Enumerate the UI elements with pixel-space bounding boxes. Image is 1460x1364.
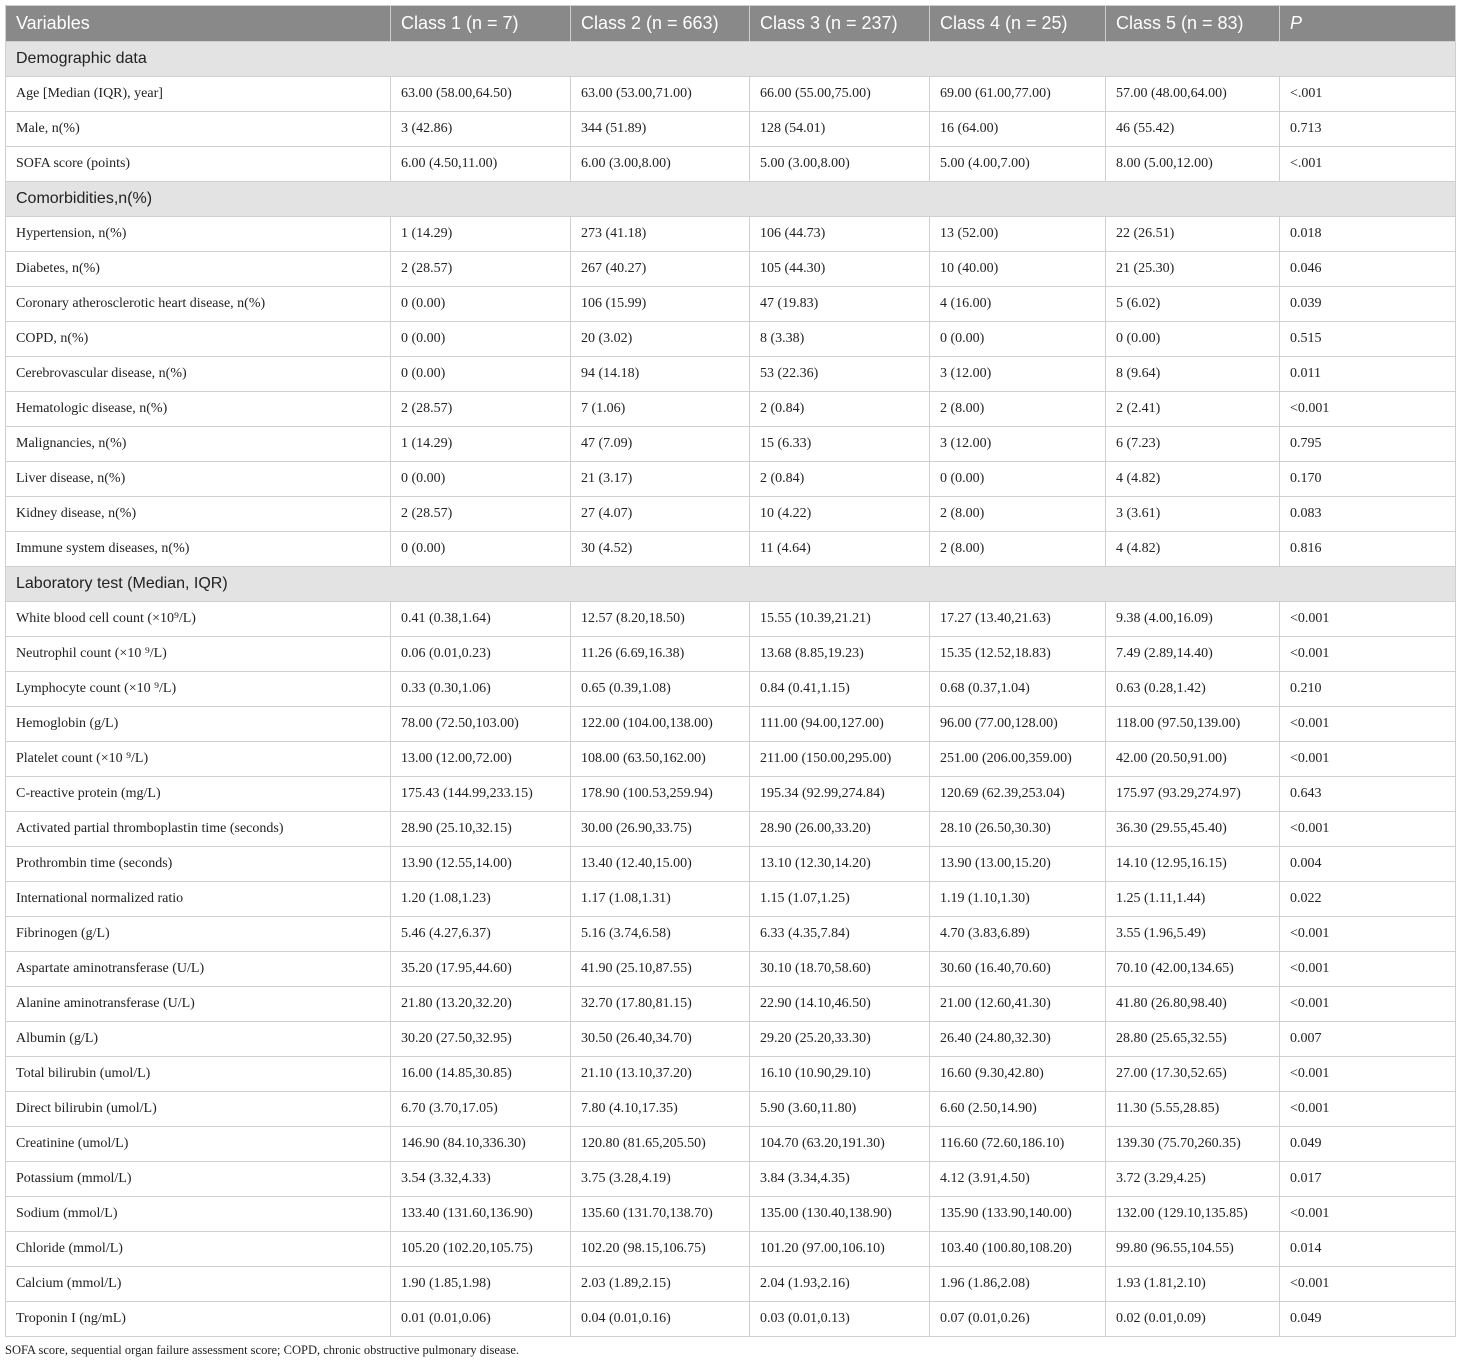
class-value-cell: 4 (4.82): [1106, 462, 1280, 497]
table-row: [6, 707, 1456, 742]
class-value-cell: 41.90 (25.10,87.55): [571, 952, 750, 987]
class-value-cell: 5.90 (3.60,11.80): [750, 1092, 930, 1127]
p-value-cell: <0.001: [1280, 707, 1456, 742]
variable-name-cell: Cerebrovascular disease, n(%): [6, 357, 391, 392]
variable-name-cell: Calcium (mmol/L): [6, 1267, 391, 1302]
class-value-cell: 0 (0.00): [930, 462, 1106, 497]
class-value-cell: 1.93 (1.81,2.10): [1106, 1267, 1280, 1302]
class-value-cell: 16.60 (9.30,42.80): [930, 1057, 1106, 1092]
table-row: [6, 392, 1456, 427]
class-value-cell: 1.19 (1.10,1.30): [930, 882, 1106, 917]
class-value-cell: 32.70 (17.80,81.15): [571, 987, 750, 1022]
class-value-cell: 4.12 (3.91,4.50): [930, 1162, 1106, 1197]
class-value-cell: 0.03 (0.01,0.13): [750, 1302, 930, 1337]
header-cell-variables: Variables: [6, 6, 391, 42]
p-value-cell: <.001: [1280, 77, 1456, 112]
class-value-cell: 2 (28.57): [391, 252, 571, 287]
class-value-cell: 29.20 (25.20,33.30): [750, 1022, 930, 1057]
p-value-cell: 0.046: [1280, 252, 1456, 287]
class-value-cell: 57.00 (48.00,64.00): [1106, 77, 1280, 112]
p-value-cell: 0.515: [1280, 322, 1456, 357]
class-value-cell: 1.90 (1.85,1.98): [391, 1267, 571, 1302]
class-value-cell: 0.07 (0.01,0.26): [930, 1302, 1106, 1337]
p-value-cell: 0.011: [1280, 357, 1456, 392]
variable-name-cell: SOFA score (points): [6, 147, 391, 182]
table-row: [6, 1057, 1456, 1092]
class-value-cell: 1.96 (1.86,2.08): [930, 1267, 1106, 1302]
class-value-cell: 16.10 (10.90,29.10): [750, 1057, 930, 1092]
p-value-cell: <.001: [1280, 147, 1456, 182]
class-value-cell: 20 (3.02): [571, 322, 750, 357]
class-value-cell: 4 (4.82): [1106, 532, 1280, 567]
class-value-cell: 2 (28.57): [391, 392, 571, 427]
class-value-cell: 251.00 (206.00,359.00): [930, 742, 1106, 777]
class-value-cell: 15.35 (12.52,18.83): [930, 637, 1106, 672]
class-value-cell: 8 (9.64): [1106, 357, 1280, 392]
class-value-cell: 0 (0.00): [391, 322, 571, 357]
class-value-cell: 16.00 (14.85,30.85): [391, 1057, 571, 1092]
class-value-cell: 111.00 (94.00,127.00): [750, 707, 930, 742]
class-value-cell: 1.17 (1.08,1.31): [571, 882, 750, 917]
class-value-cell: 13.68 (8.85,19.23): [750, 637, 930, 672]
class-value-cell: 30.20 (27.50,32.95): [391, 1022, 571, 1057]
class-value-cell: 22.90 (14.10,46.50): [750, 987, 930, 1022]
variable-name-cell: Neutrophil count (×10 ⁹/L): [6, 637, 391, 672]
p-value-cell: 0.049: [1280, 1127, 1456, 1162]
class-value-cell: 63.00 (58.00,64.50): [391, 77, 571, 112]
class-value-cell: 36.30 (29.55,45.40): [1106, 812, 1280, 847]
class-value-cell: 106 (15.99): [571, 287, 750, 322]
class-value-cell: 0 (0.00): [930, 322, 1106, 357]
class-value-cell: 0.63 (0.28,1.42): [1106, 672, 1280, 707]
class-value-cell: 0 (0.00): [391, 357, 571, 392]
class-value-cell: 21.00 (12.60,41.30): [930, 987, 1106, 1022]
class-value-cell: 66.00 (55.00,75.00): [750, 77, 930, 112]
class-value-cell: 1 (14.29): [391, 217, 571, 252]
class-value-cell: 3 (3.61): [1106, 497, 1280, 532]
header-cell-class-5: Class 5 (n = 83): [1106, 6, 1280, 42]
class-value-cell: 4 (16.00): [930, 287, 1106, 322]
class-value-cell: 5.00 (3.00,8.00): [750, 147, 930, 182]
class-value-cell: 26.40 (24.80,32.30): [930, 1022, 1106, 1057]
class-value-cell: 10 (4.22): [750, 497, 930, 532]
class-value-cell: 6 (7.23): [1106, 427, 1280, 462]
class-value-cell: 11.26 (6.69,16.38): [571, 637, 750, 672]
class-value-cell: 120.69 (62.39,253.04): [930, 777, 1106, 812]
table-header: [6, 6, 1456, 42]
class-value-cell: 30.10 (18.70,58.60): [750, 952, 930, 987]
p-value-cell: <0.001: [1280, 917, 1456, 952]
table-body: [6, 42, 1456, 1337]
class-value-cell: 28.10 (26.50,30.30): [930, 812, 1106, 847]
variable-name-cell: Coronary atherosclerotic heart disease, n(%): [6, 287, 391, 322]
variable-name-cell: C-reactive protein (mg/L): [6, 777, 391, 812]
class-value-cell: 146.90 (84.10,336.30): [391, 1127, 571, 1162]
class-value-cell: 0.65 (0.39,1.08): [571, 672, 750, 707]
variable-name-cell: Fibrinogen (g/L): [6, 917, 391, 952]
class-value-cell: 0.01 (0.01,0.06): [391, 1302, 571, 1337]
class-value-cell: 104.70 (63.20,191.30): [750, 1127, 930, 1162]
class-value-cell: 13.10 (12.30,14.20): [750, 847, 930, 882]
class-value-cell: 5.00 (4.00,7.00): [930, 147, 1106, 182]
class-value-cell: 10 (40.00): [930, 252, 1106, 287]
class-value-cell: 120.80 (81.65,205.50): [571, 1127, 750, 1162]
table-footnote: SOFA score, sequential organ failure assessment score; COPD, chronic obstructive pulmonary disease.: [5, 1343, 520, 1357]
table-row: [6, 987, 1456, 1022]
p-value-cell: 0.022: [1280, 882, 1456, 917]
class-value-cell: 2 (8.00): [930, 532, 1106, 567]
p-value-cell: 0.083: [1280, 497, 1456, 532]
class-value-cell: 47 (19.83): [750, 287, 930, 322]
p-value-cell: <0.001: [1280, 392, 1456, 427]
class-value-cell: 0.33 (0.30,1.06): [391, 672, 571, 707]
p-value-cell: 0.713: [1280, 112, 1456, 147]
table-row: [6, 112, 1456, 147]
variable-name-cell: Lymphocyte count (×10 ⁹/L): [6, 672, 391, 707]
table-row: [6, 847, 1456, 882]
class-value-cell: 195.34 (92.99,274.84): [750, 777, 930, 812]
class-value-cell: 78.00 (72.50,103.00): [391, 707, 571, 742]
class-value-cell: 2 (8.00): [930, 497, 1106, 532]
variable-name-cell: Creatinine (umol/L): [6, 1127, 391, 1162]
class-value-cell: 135.90 (133.90,140.00): [930, 1197, 1106, 1232]
class-value-cell: 3 (42.86): [391, 112, 571, 147]
class-value-cell: 2 (8.00): [930, 392, 1106, 427]
table-row: [6, 952, 1456, 987]
table-row: [6, 777, 1456, 812]
variable-name-cell: Hematologic disease, n(%): [6, 392, 391, 427]
class-value-cell: 106 (44.73): [750, 217, 930, 252]
class-value-cell: 30.00 (26.90,33.75): [571, 812, 750, 847]
table-row: [6, 882, 1456, 917]
variable-name-cell: Albumin (g/L): [6, 1022, 391, 1057]
class-value-cell: 139.30 (75.70,260.35): [1106, 1127, 1280, 1162]
variable-name-cell: Prothrombin time (seconds): [6, 847, 391, 882]
table-row: [6, 1267, 1456, 1302]
class-value-cell: 11.30 (5.55,28.85): [1106, 1092, 1280, 1127]
class-value-cell: 0.68 (0.37,1.04): [930, 672, 1106, 707]
class-value-cell: 2.03 (1.89,2.15): [571, 1267, 750, 1302]
class-value-cell: 13.40 (12.40,15.00): [571, 847, 750, 882]
data-table-container: [5, 5, 1455, 1337]
table-row: [6, 77, 1456, 112]
p-value-cell: <0.001: [1280, 637, 1456, 672]
variable-name-cell: Total bilirubin (umol/L): [6, 1057, 391, 1092]
class-value-cell: 13 (52.00): [930, 217, 1106, 252]
table-row: [6, 252, 1456, 287]
class-value-cell: 96.00 (77.00,128.00): [930, 707, 1106, 742]
class-value-cell: 70.10 (42.00,134.65): [1106, 952, 1280, 987]
class-value-cell: 3 (12.00): [930, 357, 1106, 392]
table-row: [6, 1022, 1456, 1057]
class-value-cell: 102.20 (98.15,106.75): [571, 1232, 750, 1267]
table-row: [6, 672, 1456, 707]
class-value-cell: 1.25 (1.11,1.44): [1106, 882, 1280, 917]
class-value-cell: 175.43 (144.99,233.15): [391, 777, 571, 812]
p-value-cell: 0.049: [1280, 1302, 1456, 1337]
table-row: [6, 462, 1456, 497]
variable-name-cell: International normalized ratio: [6, 882, 391, 917]
p-value-cell: <0.001: [1280, 952, 1456, 987]
variable-name-cell: Age [Median (IQR), year]: [6, 77, 391, 112]
class-value-cell: 3.55 (1.96,5.49): [1106, 917, 1280, 952]
class-value-cell: 2 (0.84): [750, 392, 930, 427]
p-value-cell: <0.001: [1280, 1267, 1456, 1302]
p-value-cell: <0.001: [1280, 1197, 1456, 1232]
class-value-cell: 21 (25.30): [1106, 252, 1280, 287]
header-cell-class-2: Class 2 (n = 663): [571, 6, 750, 42]
variable-name-cell: Chloride (mmol/L): [6, 1232, 391, 1267]
class-value-cell: 0.41 (0.38,1.64): [391, 602, 571, 637]
class-value-cell: 175.97 (93.29,274.97): [1106, 777, 1280, 812]
class-value-cell: 69.00 (61.00,77.00): [930, 77, 1106, 112]
variable-name-cell: Direct bilirubin (umol/L): [6, 1092, 391, 1127]
class-value-cell: 0 (0.00): [1106, 322, 1280, 357]
table-row: [6, 742, 1456, 777]
variable-name-cell: Hypertension, n(%): [6, 217, 391, 252]
p-value-cell: <0.001: [1280, 1092, 1456, 1127]
class-value-cell: 344 (51.89): [571, 112, 750, 147]
class-value-cell: 13.00 (12.00,72.00): [391, 742, 571, 777]
class-value-cell: 6.00 (3.00,8.00): [571, 147, 750, 182]
variable-name-cell: Sodium (mmol/L): [6, 1197, 391, 1232]
class-value-cell: 21.10 (13.10,37.20): [571, 1057, 750, 1092]
p-value-cell: <0.001: [1280, 987, 1456, 1022]
class-value-cell: 128 (54.01): [750, 112, 930, 147]
header-row: [6, 6, 1456, 42]
class-value-cell: 0.06 (0.01,0.23): [391, 637, 571, 672]
header-cell-p-value: P: [1280, 6, 1456, 42]
class-value-cell: 116.60 (72.60,186.10): [930, 1127, 1106, 1162]
variable-name-cell: Potassium (mmol/L): [6, 1162, 391, 1197]
variable-name-cell: Kidney disease, n(%): [6, 497, 391, 532]
table-row: [6, 497, 1456, 532]
class-value-cell: 21.80 (13.20,32.20): [391, 987, 571, 1022]
class-value-cell: 14.10 (12.95,16.15): [1106, 847, 1280, 882]
class-value-cell: 28.90 (25.10,32.15): [391, 812, 571, 847]
class-value-cell: 273 (41.18): [571, 217, 750, 252]
class-value-cell: 94 (14.18): [571, 357, 750, 392]
class-value-cell: 211.00 (150.00,295.00): [750, 742, 930, 777]
p-value-cell: 0.210: [1280, 672, 1456, 707]
class-value-cell: 105 (44.30): [750, 252, 930, 287]
table-row: [6, 812, 1456, 847]
p-value-cell: 0.170: [1280, 462, 1456, 497]
class-value-cell: 6.00 (4.50,11.00): [391, 147, 571, 182]
header-cell-class-1: Class 1 (n = 7): [391, 6, 571, 42]
class-value-cell: 12.57 (8.20,18.50): [571, 602, 750, 637]
class-value-cell: 0 (0.00): [391, 532, 571, 567]
table-row: [6, 147, 1456, 182]
p-value-cell: 0.816: [1280, 532, 1456, 567]
class-value-cell: 3.54 (3.32,4.33): [391, 1162, 571, 1197]
class-value-cell: 3.84 (3.34,4.35): [750, 1162, 930, 1197]
class-value-cell: 2 (0.84): [750, 462, 930, 497]
class-value-cell: 6.60 (2.50,14.90): [930, 1092, 1106, 1127]
class-value-cell: 27.00 (17.30,52.65): [1106, 1057, 1280, 1092]
class-value-cell: 47 (7.09): [571, 427, 750, 462]
class-value-cell: 7.80 (4.10,17.35): [571, 1092, 750, 1127]
p-value-cell: 0.795: [1280, 427, 1456, 462]
class-value-cell: 3 (12.00): [930, 427, 1106, 462]
class-value-cell: 42.00 (20.50,91.00): [1106, 742, 1280, 777]
variable-name-cell: Hemoglobin (g/L): [6, 707, 391, 742]
class-value-cell: 1.15 (1.07,1.25): [750, 882, 930, 917]
class-value-cell: 63.00 (53.00,71.00): [571, 77, 750, 112]
class-value-cell: 135.60 (131.70,138.70): [571, 1197, 750, 1232]
class-value-cell: 122.00 (104.00,138.00): [571, 707, 750, 742]
class-value-cell: 22 (26.51): [1106, 217, 1280, 252]
class-value-cell: 5.16 (3.74,6.58): [571, 917, 750, 952]
table-row: [6, 1302, 1456, 1337]
table-row: [6, 217, 1456, 252]
class-value-cell: 11 (4.64): [750, 532, 930, 567]
class-value-cell: 30.50 (26.40,34.70): [571, 1022, 750, 1057]
p-value-cell: <0.001: [1280, 1057, 1456, 1092]
table-row: [6, 427, 1456, 462]
class-value-cell: 101.20 (97.00,106.10): [750, 1232, 930, 1267]
class-value-cell: 4.70 (3.83,6.89): [930, 917, 1106, 952]
table-row: [6, 322, 1456, 357]
variable-name-cell: COPD, n(%): [6, 322, 391, 357]
variable-name-cell: Diabetes, n(%): [6, 252, 391, 287]
section-title: Demographic data: [6, 42, 1456, 77]
p-value-cell: 0.014: [1280, 1232, 1456, 1267]
class-value-cell: 267 (40.27): [571, 252, 750, 287]
characteristics-table: [5, 5, 1456, 1337]
class-value-cell: 30 (4.52): [571, 532, 750, 567]
class-value-cell: 28.80 (25.65,32.55): [1106, 1022, 1280, 1057]
table-row: [6, 602, 1456, 637]
class-value-cell: 7.49 (2.89,14.40): [1106, 637, 1280, 672]
class-value-cell: 21 (3.17): [571, 462, 750, 497]
variable-name-cell: Aspartate aminotransferase (U/L): [6, 952, 391, 987]
p-value-cell: 0.643: [1280, 777, 1456, 812]
class-value-cell: 13.90 (12.55,14.00): [391, 847, 571, 882]
table-row: [6, 357, 1456, 392]
p-value-cell: 0.017: [1280, 1162, 1456, 1197]
class-value-cell: 3.75 (3.28,4.19): [571, 1162, 750, 1197]
class-value-cell: 17.27 (13.40,21.63): [930, 602, 1106, 637]
variable-name-cell: Troponin I (ng/mL): [6, 1302, 391, 1337]
class-value-cell: 108.00 (63.50,162.00): [571, 742, 750, 777]
table-row: [6, 1162, 1456, 1197]
class-value-cell: 13.90 (13.00,15.20): [930, 847, 1106, 882]
section-row: [6, 182, 1456, 217]
class-value-cell: 1 (14.29): [391, 427, 571, 462]
class-value-cell: 0.04 (0.01,0.16): [571, 1302, 750, 1337]
class-value-cell: 16 (64.00): [930, 112, 1106, 147]
p-value-cell: <0.001: [1280, 742, 1456, 777]
header-cell-class-3: Class 3 (n = 237): [750, 6, 930, 42]
variable-name-cell: Malignancies, n(%): [6, 427, 391, 462]
p-value-cell: 0.018: [1280, 217, 1456, 252]
class-value-cell: 53 (22.36): [750, 357, 930, 392]
p-value-cell: <0.001: [1280, 602, 1456, 637]
table-row: [6, 287, 1456, 322]
class-value-cell: 132.00 (129.10,135.85): [1106, 1197, 1280, 1232]
p-value-cell: <0.001: [1280, 812, 1456, 847]
class-value-cell: 99.80 (96.55,104.55): [1106, 1232, 1280, 1267]
class-value-cell: 6.70 (3.70,17.05): [391, 1092, 571, 1127]
table-row: [6, 917, 1456, 952]
header-cell-class-4: Class 4 (n = 25): [930, 6, 1106, 42]
class-value-cell: 1.20 (1.08,1.23): [391, 882, 571, 917]
class-value-cell: 46 (55.42): [1106, 112, 1280, 147]
class-value-cell: 133.40 (131.60,136.90): [391, 1197, 571, 1232]
variable-name-cell: Alanine aminotransferase (U/L): [6, 987, 391, 1022]
p-value-cell: 0.039: [1280, 287, 1456, 322]
table-row: [6, 1232, 1456, 1267]
class-value-cell: 30.60 (16.40,70.60): [930, 952, 1106, 987]
class-value-cell: 2 (2.41): [1106, 392, 1280, 427]
class-value-cell: 0.84 (0.41,1.15): [750, 672, 930, 707]
class-value-cell: 3.72 (3.29,4.25): [1106, 1162, 1280, 1197]
table-row: [6, 1127, 1456, 1162]
section-title: Comorbidities,n(%): [6, 182, 1456, 217]
class-value-cell: 5.46 (4.27,6.37): [391, 917, 571, 952]
class-value-cell: 0 (0.00): [391, 287, 571, 322]
table-row: [6, 637, 1456, 672]
class-value-cell: 118.00 (97.50,139.00): [1106, 707, 1280, 742]
class-value-cell: 6.33 (4.35,7.84): [750, 917, 930, 952]
class-value-cell: 2 (28.57): [391, 497, 571, 532]
p-value-cell: 0.004: [1280, 847, 1456, 882]
table-row: [6, 1197, 1456, 1232]
class-value-cell: 8 (3.38): [750, 322, 930, 357]
class-value-cell: 0.02 (0.01,0.09): [1106, 1302, 1280, 1337]
class-value-cell: 0 (0.00): [391, 462, 571, 497]
variable-name-cell: Platelet count (×10 ⁹/L): [6, 742, 391, 777]
class-value-cell: 7 (1.06): [571, 392, 750, 427]
variable-name-cell: Immune system diseases, n(%): [6, 532, 391, 567]
class-value-cell: 5 (6.02): [1106, 287, 1280, 322]
class-value-cell: 8.00 (5.00,12.00): [1106, 147, 1280, 182]
p-value-cell: 0.007: [1280, 1022, 1456, 1057]
section-row: [6, 42, 1456, 77]
class-value-cell: 15.55 (10.39,21.21): [750, 602, 930, 637]
section-title: Laboratory test (Median, IQR): [6, 567, 1456, 602]
class-value-cell: 2.04 (1.93,2.16): [750, 1267, 930, 1302]
class-value-cell: 178.90 (100.53,259.94): [571, 777, 750, 812]
class-value-cell: 27 (4.07): [571, 497, 750, 532]
class-value-cell: 28.90 (26.00,33.20): [750, 812, 930, 847]
section-row: [6, 567, 1456, 602]
table-row: [6, 1092, 1456, 1127]
class-value-cell: 135.00 (130.40,138.90): [750, 1197, 930, 1232]
class-value-cell: 103.40 (100.80,108.20): [930, 1232, 1106, 1267]
variable-name-cell: White blood cell count (×10⁹/L): [6, 602, 391, 637]
table-row: [6, 532, 1456, 567]
class-value-cell: 41.80 (26.80,98.40): [1106, 987, 1280, 1022]
variable-name-cell: Male, n(%): [6, 112, 391, 147]
class-value-cell: 105.20 (102.20,105.75): [391, 1232, 571, 1267]
variable-name-cell: Activated partial thromboplastin time (seconds): [6, 812, 391, 847]
variable-name-cell: Liver disease, n(%): [6, 462, 391, 497]
class-value-cell: 35.20 (17.95,44.60): [391, 952, 571, 987]
class-value-cell: 15 (6.33): [750, 427, 930, 462]
class-value-cell: 9.38 (4.00,16.09): [1106, 602, 1280, 637]
